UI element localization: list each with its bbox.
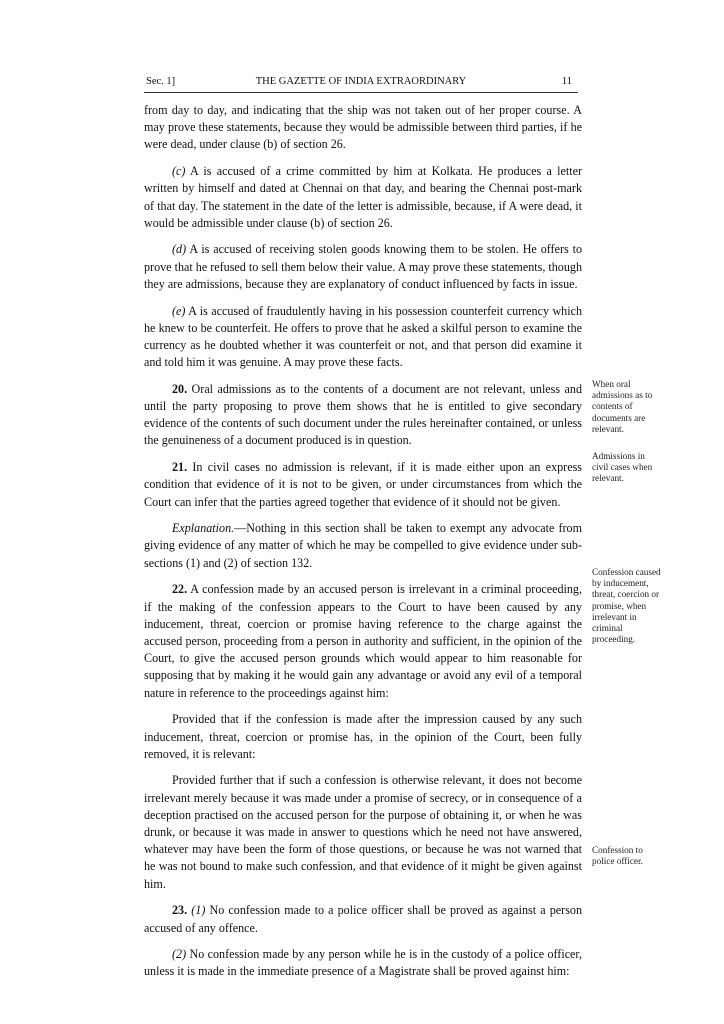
subsection-label: (2)	[172, 947, 187, 962]
illustration-label: (d)	[172, 242, 187, 257]
section-23-2: (2) No confession made by any person while he is in the custody of a police officer, unless it is made in the immediate presence of a Magistrate shall be proved against him:	[144, 947, 582, 979]
section-number: 20.	[172, 381, 188, 396]
subsection-label: (1)	[191, 903, 206, 918]
section-21: 21. In civil cases no admission is relevant, if it is made either upon an express condition that evidence of it is not to be given, or under circumstances from which the Court can infer that the parties agreed together that evidence of it should not be given.	[144, 460, 582, 509]
illustration-c: (c) A is accused of a crime committed by him at Kolkata. He produces a letter written by himself and dated at Chennai on that day, and bearing the Chennai post-mark of that day. The statement in the date of the letter is admissible, because, if A were dead, it would be admissible under clause (b) of section 26.	[144, 164, 582, 230]
section-number: 22.	[172, 582, 188, 597]
illustration-label: (e)	[172, 303, 186, 318]
margin-note-23: Confession to police officer.	[592, 845, 643, 867]
page-number: 11	[561, 76, 572, 87]
section-20: 20. Oral admissions as to the contents of a document are not relevant, unless and until the party proposing to prove them shows that he is entitled to give secondary evidence of the contents of such document under the rules hereinafter contained, or unless the genuineness of a document produced is in question.	[144, 381, 582, 448]
section-number: 21.	[172, 460, 188, 475]
margin-note-20: When oral admissions as to contents of documents are relevant.	[592, 379, 653, 434]
page-header	[144, 76, 578, 91]
explanation: Explanation.—Nothing in this section shall be taken to exempt any advocate from giving evidence of any matter of which he may be compelled to give evidence under sub-sections (1) and (2) of section 132.	[144, 521, 582, 570]
proviso-2: Provided further that if such a confession is otherwise relevant, it does not become irrelevant merely because it was made under a promise of secrecy, or in consequence of a deception practised on the accused person for the purpose of obtaining it, or when he was drunk, or because it was made in answer to questions which he need not have answered, whatever may have been the form of those questions, or because he was not warned that he was not bound to make such confession, and that evidence of it might be given against him.	[144, 773, 582, 891]
section-22: 22. A confession made by an accused person is irrelevant in a criminal proceeding, if the making of the confession appears to the Court to have been caused by any inducement, threat, coercion or promise having reference to the charge against the accused person, proceeding from a person in authority and sufficient, in the opinion of the Court, to give the accused person grounds which would appear to him reasonable for supposing that by making it he would gain any advantage or avoid any evil of a temporal nature in reference to the proceedings against him:	[144, 582, 582, 700]
explanation-label: Explanation.	[172, 521, 235, 536]
illustration-e: (e) A is accused of fraudulently having in his possession counterfeit currency which he knew to be counterfeit. He offers to prove that he asked a skilful person to examine the currency as he doubted whether it was counterfeit or not, and that person did examine it and told him it was genuine. A may prove these facts.	[144, 303, 582, 370]
gazette-title: THE GAZETTE OF INDIA EXTRAORDINARY	[255, 76, 467, 87]
section-reference: Sec. 1]	[146, 76, 176, 87]
header-rule	[144, 92, 578, 93]
illustration-label: (c)	[172, 164, 186, 179]
proviso-1: Provided that if the confession is made after the impression caused by any such inducement, threat, coercion or promise has, in the opinion of the Court, been fully removed, it is relevant:	[144, 712, 582, 761]
margin-note-21: Admissions in civil cases when relevant.	[592, 451, 653, 484]
illustration-d: (d) A is accused of receiving stolen goods knowing them to be stolen. He offers to prove that he refused to sell them below their value. A may prove these statements, though they are admissions, because they are explanatory of conduct influenced by facts in issue.	[144, 242, 582, 291]
margin-note-22: Confession caused by inducement, threat, coercion or promise, when irrelevant in criminal proceeding.	[592, 567, 661, 645]
document-body	[144, 102, 582, 990]
paragraph-continuation: from day to day, and indicating that the ship was not taken out of her proper course. A may prove these statements, because they would be admissible between third parties, if he were dead, under clause (b) of section 26.	[144, 103, 582, 152]
section-23: 23. (1) No confession made to a police officer shall be proved as against a person accused of any offence.	[144, 903, 582, 935]
section-number: 23.	[172, 903, 188, 918]
